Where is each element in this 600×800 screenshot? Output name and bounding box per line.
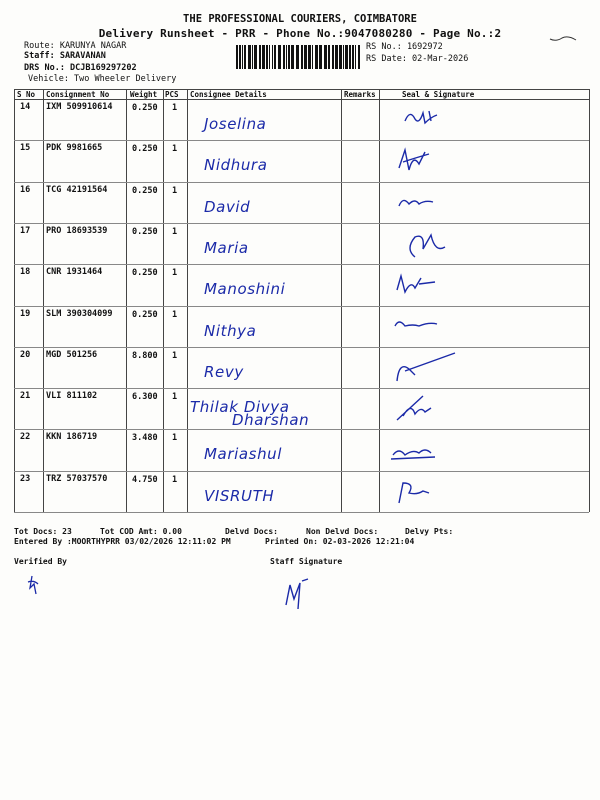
row-pcs: 1 <box>172 226 178 237</box>
row-weight: 4.750 <box>132 474 158 485</box>
row-divider <box>14 471 589 472</box>
non-delvd-docs: Non Delvd Docs: <box>306 527 379 536</box>
row-weight: 0.250 <box>132 185 158 196</box>
row-signature <box>385 351 475 387</box>
entered-by: Entered By :MOORTHYPRR 03/02/2026 12:11:02 PM <box>14 537 231 546</box>
row-divider <box>14 223 589 224</box>
row-consignee-name: Nidhura <box>204 156 268 175</box>
row-sno: 16 <box>20 184 31 195</box>
row-sno: 20 <box>20 349 31 360</box>
staff-signature <box>282 575 312 613</box>
row-consignment-no: PDK 9981665 <box>46 143 103 154</box>
row-weight: 0.250 <box>132 268 158 279</box>
row-signature <box>385 392 475 428</box>
row-consignment-no: IXM 509910614 <box>46 102 113 112</box>
row-pcs: 1 <box>172 185 178 196</box>
row-weight: 0.250 <box>132 144 158 155</box>
row-pcs: 1 <box>172 309 178 320</box>
row-consignee-name: Joselina <box>204 115 267 133</box>
row-consignee-name-line2: Dharshan <box>232 411 310 430</box>
row-divider <box>14 429 589 430</box>
row-consignment-no: TCG 42191564 <box>46 184 108 195</box>
row-sno: 19 <box>20 308 31 319</box>
row-consignment-no: MGD 501256 <box>46 349 98 360</box>
row-consignment-no: PRO 18693539 <box>46 225 108 236</box>
row-signature <box>385 103 475 139</box>
company-name: THE PROFESSIONAL COURIERS, COIMBATORE <box>183 13 417 25</box>
delvd-docs: Delvd Docs: <box>225 527 278 536</box>
row-pcs: 1 <box>172 474 178 485</box>
row-signature <box>385 186 475 222</box>
verified-by-signature <box>22 572 50 600</box>
row-consignment-no: CNR 1931464 <box>46 267 103 278</box>
row-pcs: 1 <box>172 433 178 444</box>
row-divider <box>14 140 589 141</box>
row-signature <box>385 433 475 469</box>
row-divider <box>14 347 589 348</box>
row-pcs: 1 <box>172 268 178 279</box>
row-consignee-name: Thilak Divya <box>190 398 290 417</box>
row-divider <box>14 264 589 265</box>
row-consignment-no: SLM 390304099 <box>46 308 113 319</box>
drs-number: DRS No.: DCJB169297202 <box>24 63 137 73</box>
row-divider <box>14 388 589 389</box>
row-divider <box>14 306 589 307</box>
row-consignee-name: Revy <box>204 362 244 381</box>
row-sno: 18 <box>20 267 31 278</box>
row-weight: 3.480 <box>132 433 158 444</box>
route-label: Route: KARUNYA NAGAR <box>24 41 127 51</box>
vehicle-label: Vehicle: Two Wheeler Delivery <box>28 74 177 84</box>
row-sno: 21 <box>20 391 31 402</box>
row-divider <box>14 182 589 183</box>
row-pcs: 1 <box>172 144 178 155</box>
col-sno: S No <box>17 90 36 99</box>
row-consignment-no: TRZ 57037570 <box>46 473 108 484</box>
row-weight: 6.300 <box>132 392 158 403</box>
row-consignee-name: Maria <box>204 238 249 257</box>
col-weight: Weight <box>130 90 158 99</box>
row-signature <box>385 310 475 346</box>
col-seal-signature: Seal & Signature <box>402 90 475 99</box>
row-sno: 17 <box>20 225 31 236</box>
col-pcs: PCS <box>165 90 179 99</box>
row-weight: 0.250 <box>132 309 158 320</box>
row-weight: 8.800 <box>132 350 158 361</box>
row-consignment-no: KKN 186719 <box>46 432 98 443</box>
row-pcs: 1 <box>172 103 178 113</box>
col-consignment: Consignment No <box>46 90 110 99</box>
row-sno: 15 <box>20 143 31 154</box>
row-sno: 14 <box>20 102 31 112</box>
runsheet-title: Delivery Runsheet - PRR - Phone No.:9047080280 - Page No.:2 <box>98 27 502 40</box>
printed-on: Printed On: 02-03-2026 12:21:04 <box>265 537 415 546</box>
row-signature <box>385 144 475 180</box>
pen-mark <box>548 34 578 44</box>
row-consignee-name: Mariashul <box>204 445 283 464</box>
row-consignee-name: VISRUTH <box>204 486 275 505</box>
staff-signature-label: Staff Signature <box>270 557 343 566</box>
row-weight: 0.250 <box>132 103 158 113</box>
rs-date: RS Date: 02-Mar-2026 <box>366 54 469 64</box>
row-divider <box>14 512 589 513</box>
rs-number: RS No.: 1692972 <box>366 42 443 52</box>
col-consignee: Consignee Details <box>190 90 267 99</box>
row-consignee-name: Nithya <box>204 321 257 340</box>
tot-cod-amt: Tot COD Amt: 0.00 <box>100 527 182 536</box>
row-pcs: 1 <box>172 350 178 361</box>
row-consignment-no: VLI 811102 <box>46 391 98 402</box>
row-pcs: 1 <box>172 392 178 403</box>
tot-docs: Tot Docs: 23 <box>14 527 72 536</box>
row-signature <box>385 227 475 263</box>
row-signature <box>385 475 475 511</box>
row-sno: 22 <box>20 432 31 443</box>
row-consignee-name: David <box>204 197 251 216</box>
row-sno: 23 <box>20 473 31 484</box>
verified-by-label: Verified By <box>14 557 67 566</box>
col-remarks: Remarks <box>344 90 376 99</box>
staff-label: Staff: SARAVANAN <box>24 51 106 61</box>
row-consignee-name: Manoshini <box>204 280 286 299</box>
delvy-pts: Delvy Pts: <box>405 527 454 536</box>
barcode <box>236 45 360 69</box>
row-weight: 0.250 <box>132 226 158 237</box>
row-signature <box>385 268 475 304</box>
